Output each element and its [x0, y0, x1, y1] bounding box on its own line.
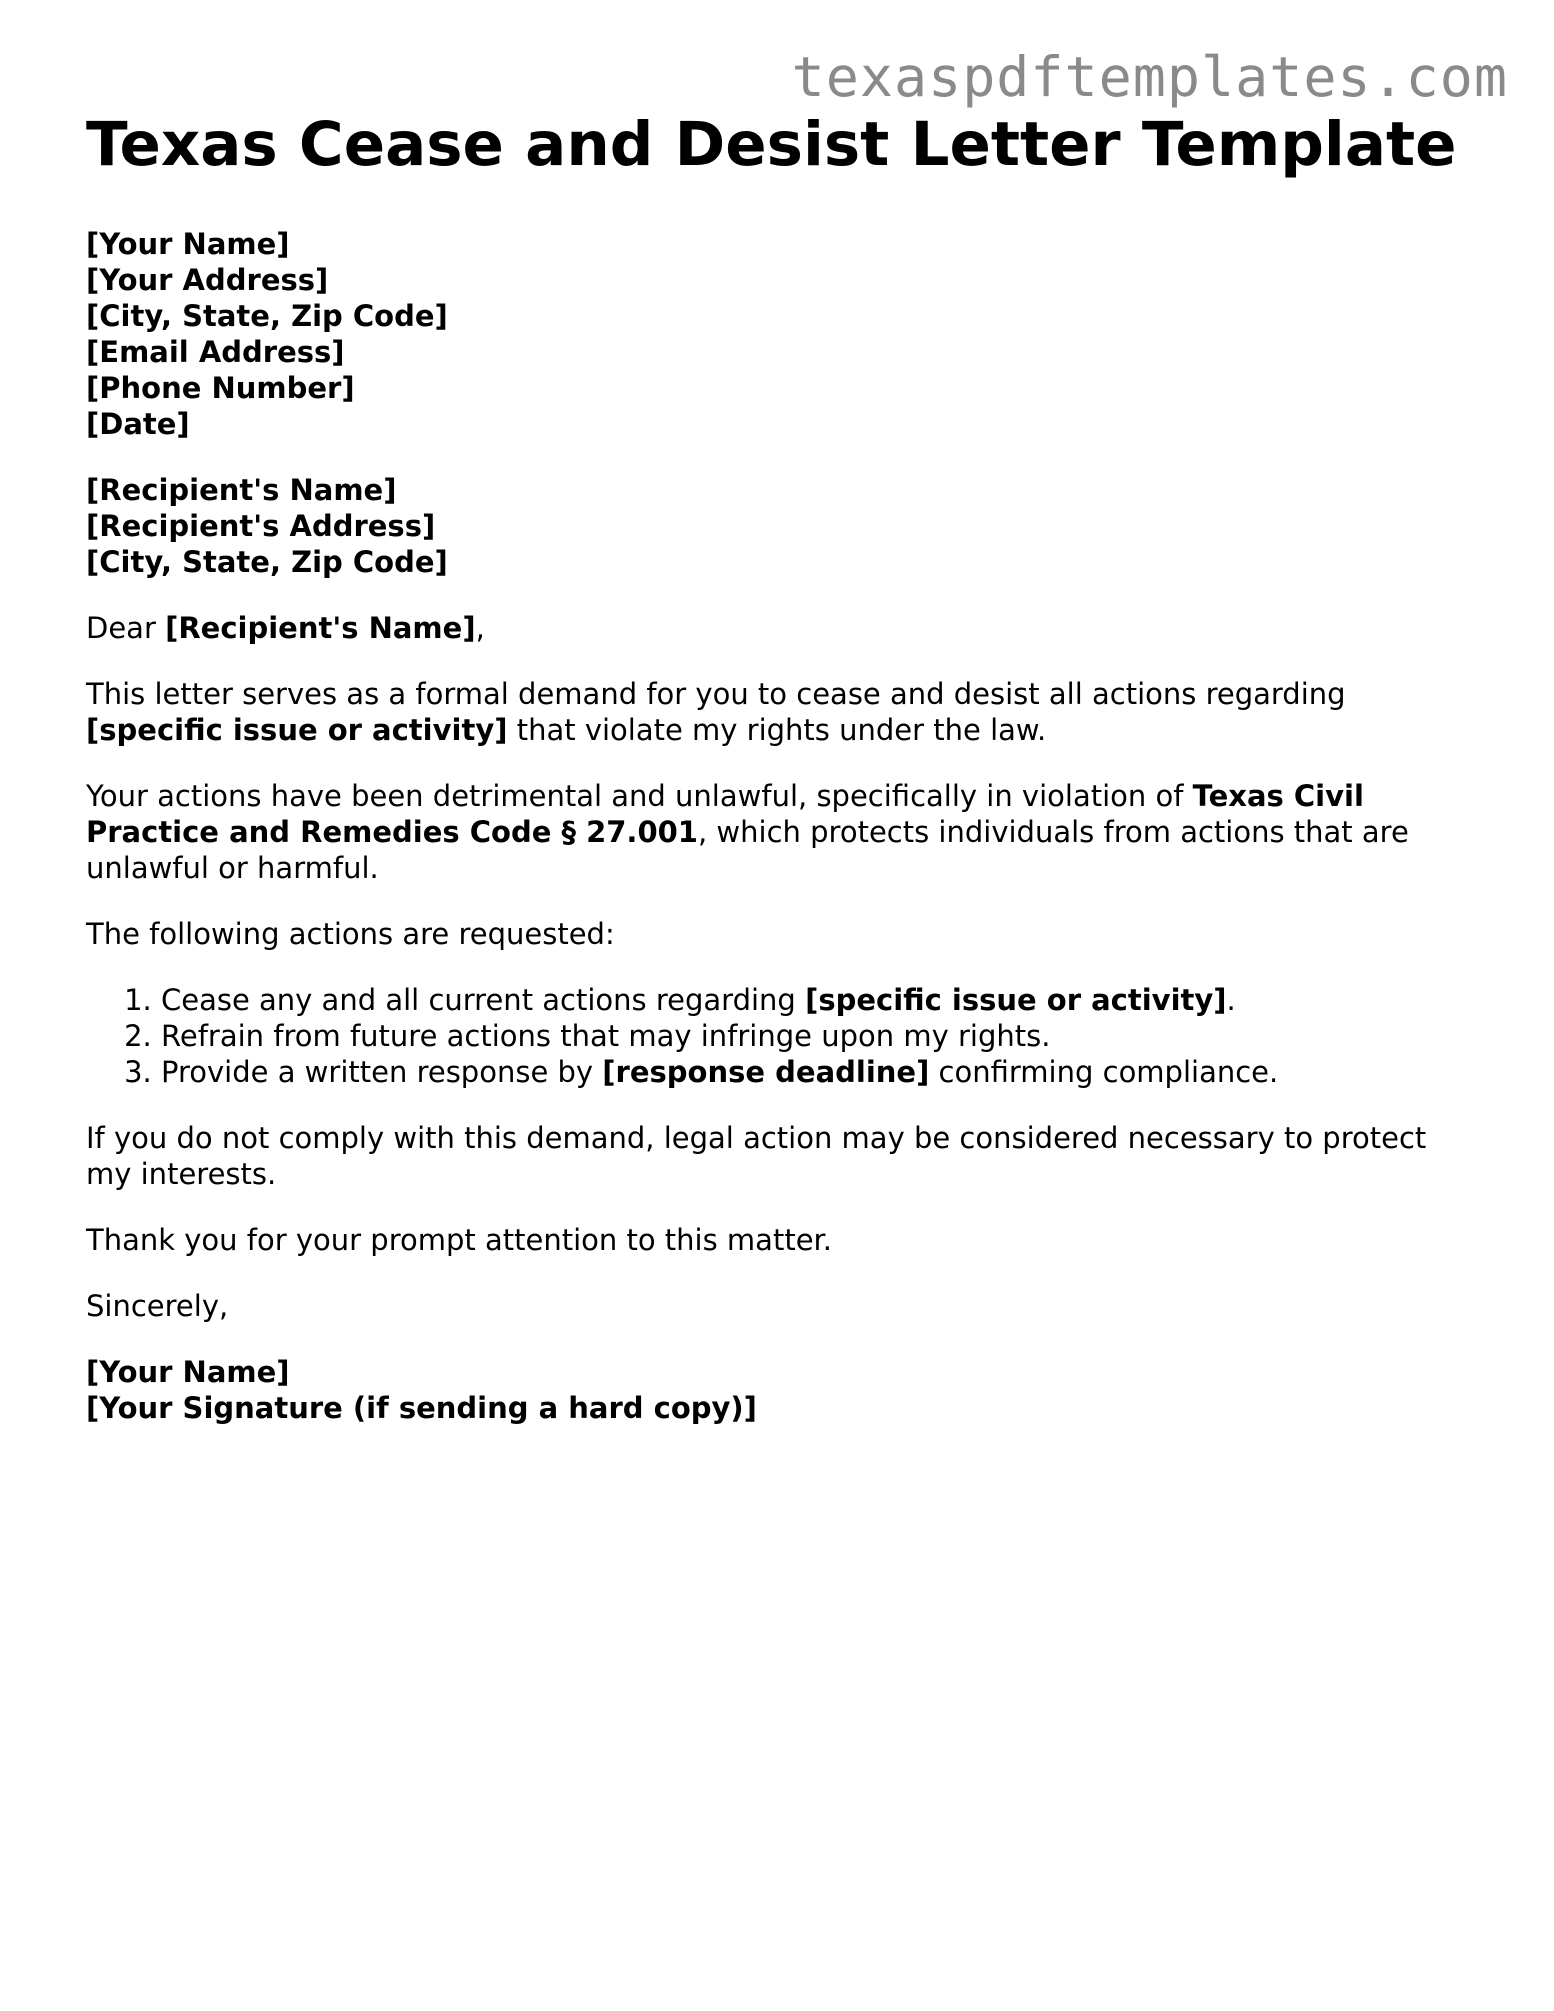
list-item-text-end: confirming compliance. — [929, 1055, 1279, 1089]
recipient-city-state-zip: [City, State, Zip Code] — [86, 545, 448, 579]
signature-name: [Your Name] — [86, 1355, 290, 1389]
sender-city-state-zip: [City, State, Zip Code] — [86, 299, 448, 333]
salutation-prefix: Dear — [86, 611, 166, 645]
recipient-block — [86, 472, 1476, 580]
list-item-text-end: . — [1226, 983, 1236, 1017]
signature-line: [Your Signature (if sending a hard copy)] — [86, 1391, 757, 1425]
violation-text: Your actions have been detrimental and unlawful, specifically in violation of — [86, 779, 1193, 813]
sender-name: [Your Name] — [86, 227, 290, 261]
list-item — [161, 982, 1476, 1018]
violation-paragraph — [86, 778, 1476, 886]
list-item-text: Provide a written response by — [161, 1055, 603, 1089]
salutation-suffix: , — [475, 611, 485, 645]
thanks-paragraph: Thank you for your prompt attention to this matter. — [86, 1223, 833, 1257]
recipient-name: [Recipient's Name] — [86, 473, 397, 507]
violation-text-end: , which protects individuals from actions that are unlawful or harmful. — [86, 815, 1409, 885]
list-item-text: Refrain from future actions that may infringe upon my rights. — [161, 1019, 1051, 1053]
watermark-text: texaspdftemplates.com — [791, 45, 1508, 109]
recipient-address: [Recipient's Address] — [86, 509, 436, 543]
salutation — [86, 610, 1476, 646]
sender-phone: [Phone Number] — [86, 371, 355, 405]
letter-date: [Date] — [86, 407, 190, 441]
list-item-text: Cease any and all current actions regarding — [161, 983, 806, 1017]
sender-address: [Your Address] — [86, 263, 329, 297]
consequence-paragraph: If you do not comply with this demand, legal action may be considered necessary to protect my interests. — [86, 1121, 1427, 1191]
demand-issue: [specific issue or activity] — [86, 713, 508, 747]
page-title: Texas Cease and Desist Letter Template — [86, 109, 1457, 180]
salutation-name: [Recipient's Name] — [165, 611, 476, 645]
sender-block — [86, 226, 1476, 442]
closing: Sincerely, — [86, 1289, 229, 1323]
list-item-bold: [response deadline] — [602, 1055, 930, 1089]
list-item — [161, 1018, 1476, 1054]
requested-actions-list — [86, 982, 1476, 1090]
sender-email: [Email Address] — [86, 335, 345, 369]
list-item — [161, 1054, 1476, 1090]
signature-block — [86, 1354, 1476, 1426]
violation-code: Texas Civil Practice and Remedies Code § 27.001 — [86, 779, 1364, 849]
list-item-bold: [specific issue or activity] — [805, 983, 1227, 1017]
requested-actions-intro: The following actions are requested: — [86, 917, 615, 951]
letter-page — [86, 108, 1476, 1426]
demand-paragraph — [86, 676, 1476, 748]
demand-text: This letter serves as a formal demand for you to cease and desist all actions regarding — [86, 677, 1346, 711]
demand-text-end: that violate my rights under the law. — [507, 713, 1047, 747]
